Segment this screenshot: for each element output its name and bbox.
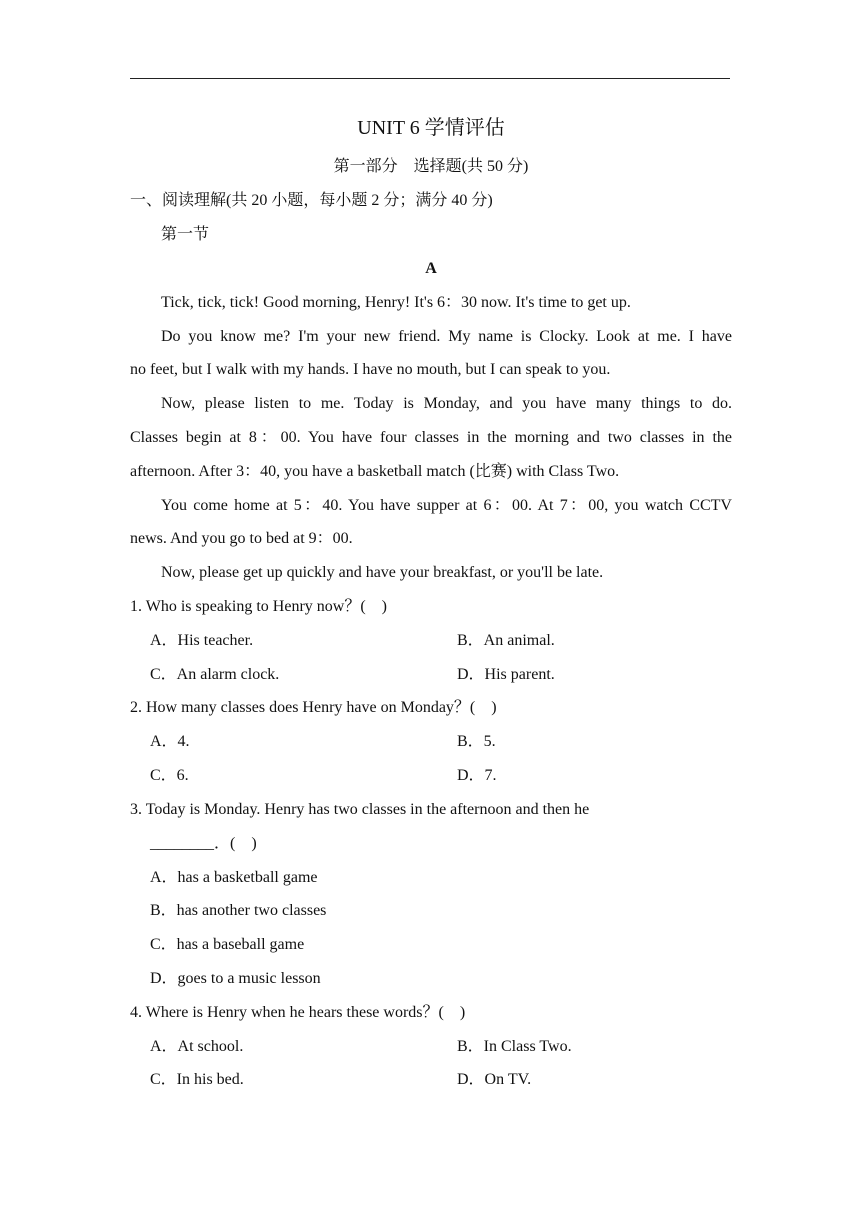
question-1-option-c: C．An alarm clock. <box>150 666 280 683</box>
page-title: UNIT 6 学情评估 <box>357 117 505 139</box>
question-4-option-d: D．On TV. <box>457 1071 532 1088</box>
question-3-stem-continuation: ________．( ) <box>150 835 257 852</box>
passage-paragraph-3-line-3: afternoon. After 3：40, you have a basketball match (比赛) with Class Two. <box>130 463 620 480</box>
part-heading: 第一部分 选择题(共 50 分) <box>333 158 529 175</box>
question-4-option-a: A．At school. <box>150 1038 244 1055</box>
passage-paragraph-3-line-1: Now, please listen to me. Today is Monday, and you have many things to do. <box>161 395 732 412</box>
question-1-option-b: B．An animal. <box>457 632 555 649</box>
question-1-option-a: A．His teacher. <box>150 632 254 649</box>
question-2-option-a: A．4. <box>150 733 190 750</box>
question-3-option-d: D．goes to a music lesson <box>150 970 321 987</box>
passage-paragraph-2-line-1: Do you know me? I'm your new friend. My name is Clocky. Look at me. I have <box>161 328 732 345</box>
section-heading: 一、阅读理解(共 20 小题，每小题 2 分；满分 40 分) <box>130 192 493 209</box>
question-4-option-c: C．In his bed. <box>150 1071 244 1088</box>
question-1-option-d: D．His parent. <box>457 666 555 683</box>
passage-paragraph-4-line-1: You come home at 5：40. You have supper at 6：00. At 7：00, you watch CCTV <box>161 497 732 514</box>
passage-paragraph-4-line-2: news. And you go to bed at 9：00. <box>130 530 353 547</box>
subsection-heading: 第一节 <box>161 226 210 243</box>
question-2-stem: 2. How many classes does Henry have on Monday？( ) <box>130 699 497 716</box>
passage-paragraph-5: Now, please get up quickly and have your breakfast, or you'll be late. <box>161 564 604 581</box>
question-3-option-a: A．has a basketball game <box>150 869 318 886</box>
passage-paragraph-3-line-2: Classes begin at 8：00. You have four classes in the morning and two classes in the <box>130 429 732 446</box>
passage-label: A <box>425 260 437 277</box>
question-4-stem: 4. Where is Henry when he hears these words？( ) <box>130 1004 466 1021</box>
header-rule <box>130 78 730 79</box>
question-4-option-b: B．In Class Two. <box>457 1038 572 1055</box>
question-3-option-c: C．has a baseball game <box>150 936 305 953</box>
question-2-option-b: B．5. <box>457 733 496 750</box>
question-1-stem: 1. Who is speaking to Henry now？( ) <box>130 598 388 615</box>
passage-paragraph-1: Tick, tick, tick! Good morning, Henry! It's 6：30 now. It's time to get up. <box>161 294 631 311</box>
question-3-option-b: B．has another two classes <box>150 902 327 919</box>
passage-paragraph-2-line-2: no feet, but I walk with my hands. I have no mouth, but I can speak to you. <box>130 361 611 378</box>
question-2-option-d: D．7. <box>457 767 497 784</box>
question-2-option-c: C．6. <box>150 767 189 784</box>
question-3-stem: 3. Today is Monday. Henry has two classes in the afternoon and then he <box>130 801 590 818</box>
